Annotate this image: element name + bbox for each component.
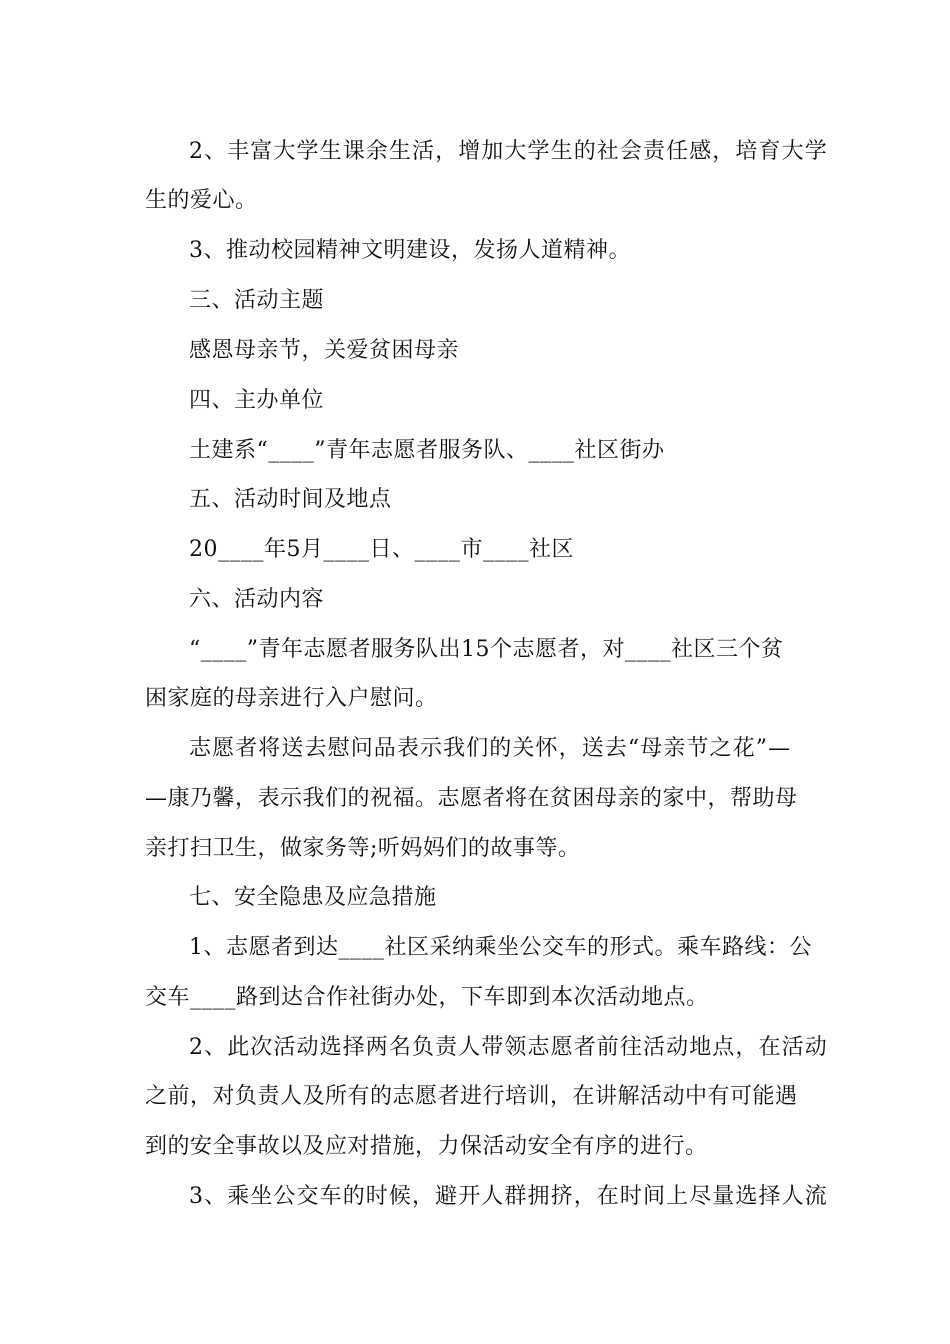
paragraph-line: 20____年5月____日、____市____社区: [189, 537, 574, 562]
paragraph-line: 感恩母亲节，关爱贫困母亲: [189, 338, 460, 363]
paragraph-line: 交车____路到达合作社街办处，下车即到本次活动地点。: [145, 985, 709, 1010]
paragraph-line: 土建系“____”青年志愿者服务队、____社区街办: [189, 438, 665, 463]
paragraph-line: 3、推动校园精神文明建设，发扬人道精神。: [189, 238, 631, 263]
section-heading: 六、活动内容: [189, 587, 325, 612]
paragraph-line: 生的爱心。: [145, 188, 258, 213]
section-heading: 五、活动时间及地点: [189, 487, 392, 512]
paragraph-line: 2、此次活动选择两名负责人带领志愿者前往活动地点，在活动: [189, 1035, 828, 1060]
paragraph-line: 亲打扫卫生，做家务等;听妈妈们的故事等。: [145, 836, 581, 861]
section-heading: 四、主办单位: [189, 388, 325, 413]
paragraph-line: 2、丰富大学生课余生活，增加大学生的社会责任感，培育大学: [189, 139, 828, 164]
paragraph-line: 1、志愿者到达____社区采纳乘坐公交车的形式。乘车路线：公: [189, 935, 812, 960]
paragraph-line: —康乃馨，表示我们的祝福。志愿者将在贫困母亲的家中，帮助母: [145, 786, 798, 811]
section-heading: 七、安全隐患及应急措施: [189, 885, 437, 910]
section-heading: 三、活动主题: [189, 288, 325, 313]
paragraph-line: “____”青年志愿者服务队出15个志愿者，对____社区三个贫: [189, 637, 784, 662]
paragraph-line: 3、乘坐公交车的时候，避开人群拥挤，在时间上尽量选择人流: [189, 1184, 828, 1209]
paragraph-line: 之前，对负责人及所有的志愿者进行培训，在讲解活动中有可能遇: [145, 1084, 798, 1109]
paragraph-line: 困家庭的母亲进行入户慰问。: [145, 686, 438, 711]
paragraph-line: 到的安全事故以及应对措施，力保活动安全有序的进行。: [145, 1134, 708, 1159]
paragraph-line: 志愿者将送去慰问品表示我们的关怀，送去“母亲节之花”—: [189, 736, 792, 761]
